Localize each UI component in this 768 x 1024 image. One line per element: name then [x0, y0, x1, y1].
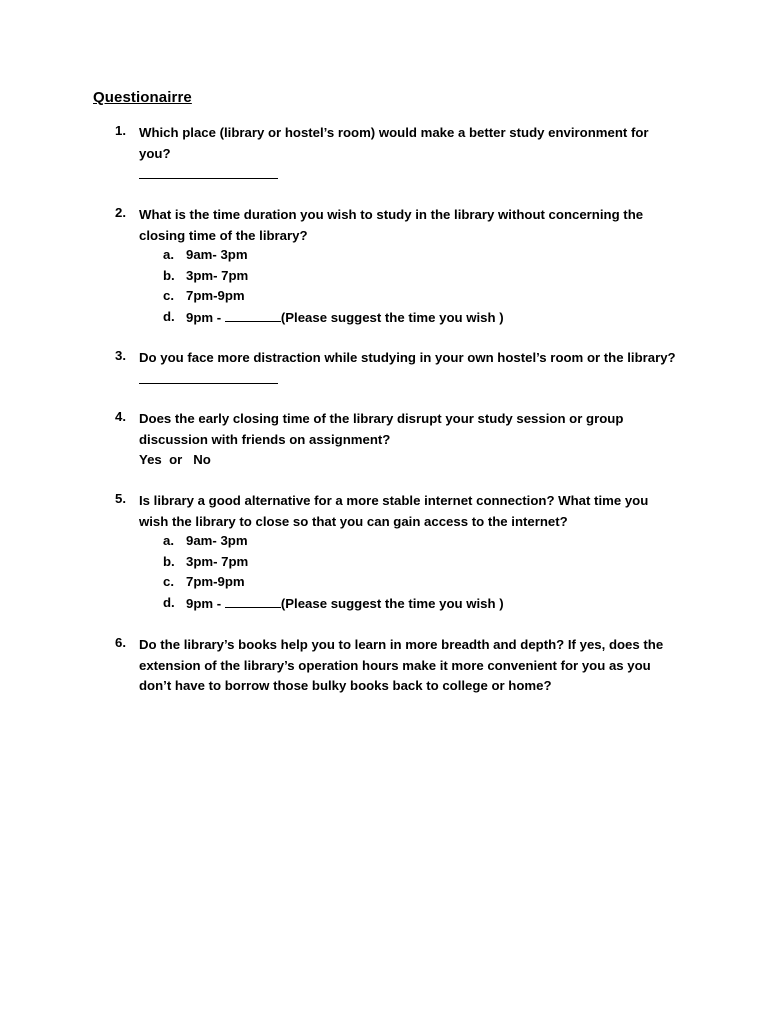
question-text	[139, 635, 699, 697]
question-number: 2.	[115, 205, 126, 220]
question-text	[139, 205, 699, 246]
option-text: 7pm-9pm	[186, 574, 245, 590]
option-text: 9am- 3pm	[186, 247, 248, 262]
option-text-before: 9pm -	[186, 596, 225, 612]
question-line: Do the library’s books help you to learn in more breadth and depth? If yes, does the	[139, 637, 664, 652]
option-text: 9am- 3pm	[186, 533, 248, 548]
question-line: closing time of the library?	[139, 227, 308, 243]
option-letter: b.	[163, 553, 175, 569]
question-number: 4.	[115, 409, 126, 424]
option-text-before: 9pm -	[186, 310, 225, 326]
question-text	[139, 123, 699, 179]
fill-in-blank[interactable]	[225, 309, 281, 322]
question-text	[139, 409, 699, 471]
option-text: 3pm- 7pm	[186, 267, 249, 283]
question-line: Do you face more distraction while studying in your own hostel’s room or the library?	[139, 350, 676, 365]
option-letter: d.	[163, 309, 175, 325]
answer-blank[interactable]	[139, 369, 278, 384]
option-letter: b.	[163, 267, 175, 283]
question-line: discussion with friends on assignment?	[139, 431, 391, 447]
option-letter: c.	[163, 574, 174, 590]
yes-no-choice[interactable]: Yes or No	[139, 452, 211, 468]
question-line: extension of the library’s operation hours make it more convenient for you as you	[139, 657, 651, 673]
question-line: you?	[139, 145, 171, 161]
option-text-after: (Please suggest the time you wish )	[280, 310, 504, 326]
option-text-after: (Please suggest the time you wish )	[280, 596, 504, 612]
question-text	[139, 491, 699, 532]
option-text	[186, 309, 504, 325]
question-line: Is library a good alternative for a more stable internet connection? What time you	[139, 493, 649, 508]
question-line: What is the time duration you wish to study in the library without concerning the	[139, 207, 644, 222]
question-number: 3.	[115, 348, 126, 363]
page-title: Questionairre	[93, 89, 192, 106]
question-number: 6.	[115, 635, 126, 650]
option-text	[186, 595, 504, 611]
option-letter: c.	[163, 288, 174, 304]
option-letter: a.	[163, 533, 174, 548]
question-line: don’t have to borrow those bulky books back to college or home?	[139, 678, 552, 694]
question-text	[139, 348, 699, 384]
question-line: Does the early closing time of the library disrupt your study session or group	[139, 411, 624, 426]
question-line: wish the library to close so that you can gain access to the internet?	[139, 513, 568, 529]
answer-blank[interactable]	[139, 164, 278, 179]
question-number: 5.	[115, 491, 126, 506]
option-text: 3pm- 7pm	[186, 553, 249, 569]
option-text: 7pm-9pm	[186, 288, 245, 304]
option-letter: a.	[163, 247, 174, 262]
question-line: Which place (library or hostel’s room) would make a better study environment for	[139, 125, 649, 140]
fill-in-blank[interactable]	[225, 595, 281, 608]
option-letter: d.	[163, 595, 175, 611]
question-number: 1.	[115, 123, 126, 138]
